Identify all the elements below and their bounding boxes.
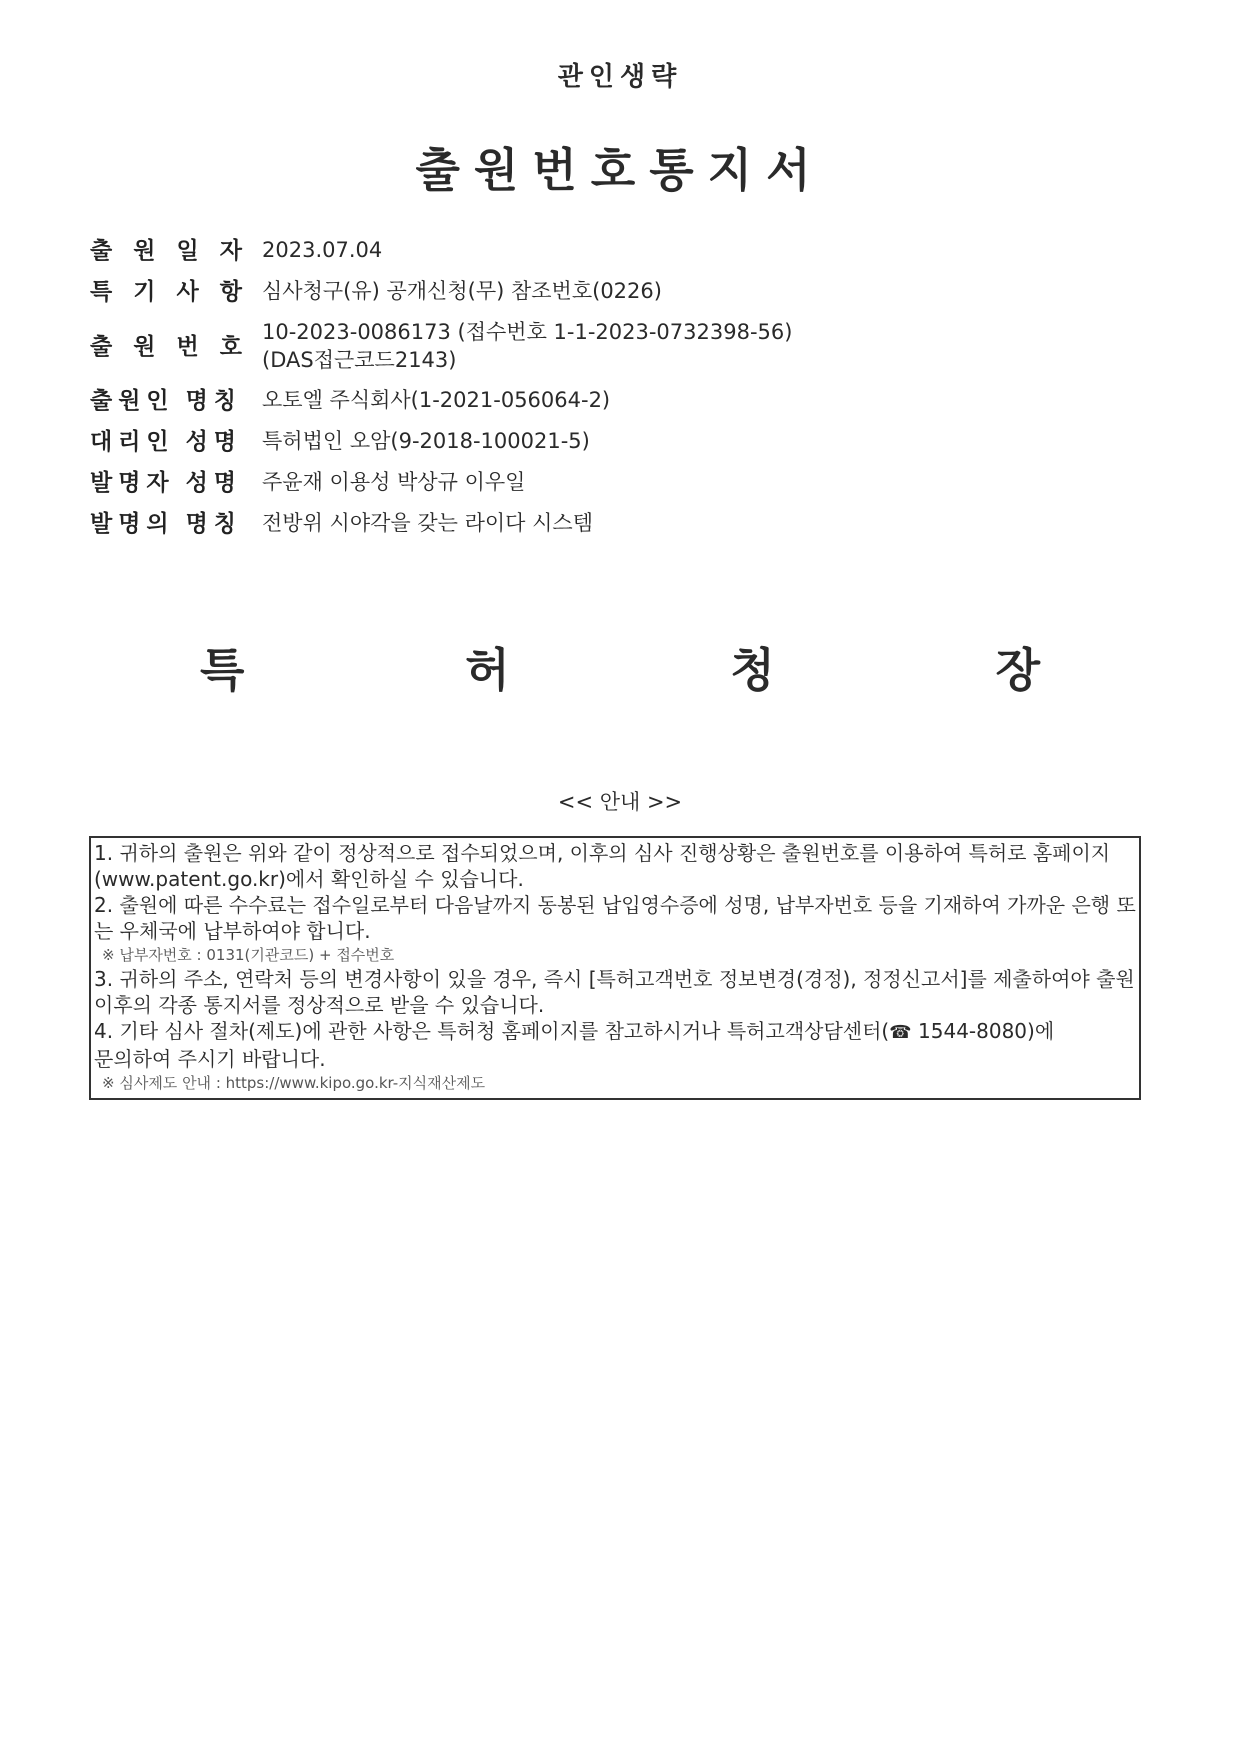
guide-item-1: 1. 귀하의 출원은 위와 같이 정상적으로 접수되었으며, 이후의 심사 진행상황은 출원번호를 이용하여 특허로 홈페이지(www.patent.go.kr)에서 확인하실 수 있습니다. [94, 841, 1111, 891]
info-value-line: 주윤재 이용성 박상규 이우일 [262, 470, 526, 494]
info-value [262, 236, 382, 264]
system-guide-note: ※ 심사제도 안내 : https://www.kipo.go.kr-지식재산제도 [102, 1074, 486, 1092]
info-value-line: 특허법인 오암(9-2018-100021-5) [262, 429, 590, 453]
info-label-part: 출 [90, 334, 113, 360]
document-title: 출원번호통지서 [415, 143, 825, 197]
info-label-part: 호 [219, 334, 242, 360]
info-label-part: 출 [90, 238, 113, 264]
info-label-part: 항 [219, 279, 242, 305]
info-label-part: 발명의 [90, 511, 175, 537]
info-value [262, 277, 662, 305]
info-label-part: 출원인 [90, 388, 175, 414]
info-label-part: 일 [176, 238, 199, 264]
guide-item-2: 2. 출원에 따른 수수료는 접수일로부터 다음날까지 동봉된 납입영수증에 성명, 납부자번호 등을 기재하여 가까운 은행 또는 우체국에 납부하여야 합니다. [94, 893, 1136, 943]
info-value [262, 318, 792, 374]
seal-omitted-note: 관인생략 [557, 62, 683, 92]
info-value-line: (DAS접근코드2143) [262, 348, 457, 372]
info-row [90, 236, 1150, 265]
info-label-part: 명칭 [185, 388, 242, 414]
info-label-part: 자 [219, 238, 242, 264]
info-label [90, 318, 242, 361]
info-label-part: 사 [176, 279, 199, 305]
info-label-part: 성명 [185, 470, 242, 496]
info-row [90, 468, 1150, 497]
info-row [90, 318, 1150, 374]
info-value-line: 전방위 시야각을 갖는 라이다 시스템 [262, 511, 593, 535]
info-row [90, 509, 1150, 538]
telephone-icon: ☎ [889, 1022, 912, 1043]
info-value-line: 오토엘 주식회사(1-2021-056064-2) [262, 388, 611, 412]
issuer-signature [200, 634, 1040, 700]
info-label [90, 236, 242, 265]
info-value-line: 10-2023-0086173 (접수번호 1-1-2023-0732398-56) [262, 320, 793, 344]
info-label-part: 특 [90, 279, 113, 305]
info-label-part: 성명 [185, 429, 242, 455]
info-row [90, 386, 1150, 415]
info-value-line: 2023.07.04 [262, 238, 383, 262]
info-label [90, 468, 242, 497]
info-label-part: 원 [133, 334, 156, 360]
issuer-char: 장 [995, 643, 1040, 697]
application-info-table [90, 236, 1150, 550]
payer-number-note: ※ 납부자번호 : 0131(기관코드) + 접수번호 [102, 946, 395, 964]
info-label-part: 번 [176, 334, 199, 360]
guide-item-4-text: 4. 기타 심사 절차(제도)에 관한 사항은 특허청 홈페이지를 참고하시거나 특허고객상담센터( [94, 1019, 890, 1043]
guide-item-4 [94, 1018, 1136, 1072]
info-label [90, 277, 242, 306]
info-label [90, 509, 242, 538]
guide-heading: << 안내 >> [557, 790, 683, 814]
info-value [262, 509, 593, 537]
issuer-char: 허 [465, 643, 510, 697]
info-label-part: 명칭 [185, 511, 242, 537]
info-label-part: 발명자 [90, 470, 175, 496]
guide-box [89, 836, 1141, 1100]
info-label-part: 대리인 [90, 429, 175, 455]
issuer-char: 청 [730, 643, 775, 697]
info-value [262, 468, 525, 496]
info-label [90, 427, 242, 456]
guide-item-4-phone: 1544-8080)에 [911, 1019, 1055, 1043]
info-row [90, 427, 1150, 456]
info-label-part: 기 [133, 279, 156, 305]
guide-item-3: 3. 귀하의 주소, 연락처 등의 변경사항이 있을 경우, 즉시 [특허고객번호 정보변경(경정), 정정신고서]를 제출하여야 출원 이후의 각종 통지서를 정상적으로 받을 수 있습니다. [94, 967, 1135, 1017]
info-label [90, 386, 242, 415]
guide-item-4-cont: 문의하여 주시기 바랍니다. [94, 1047, 326, 1071]
info-value [262, 386, 610, 414]
info-value [262, 427, 590, 455]
info-value-line: 심사청구(유) 공개신청(무) 참조번호(0226) [262, 279, 662, 303]
issuer-char: 특 [200, 643, 245, 697]
info-row [90, 277, 1150, 306]
info-label-part: 원 [133, 238, 156, 264]
